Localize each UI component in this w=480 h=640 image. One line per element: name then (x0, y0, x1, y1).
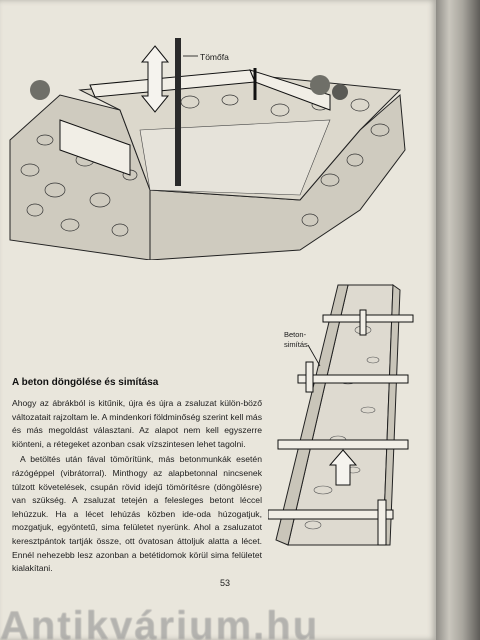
tamping-rod-label: Tömőfa (200, 52, 229, 62)
screeding-label: Beton- simítás (284, 330, 308, 349)
section-title: A beton döngölése és simítása (12, 377, 159, 388)
foundation-trench-illustration (0, 0, 436, 260)
page-number: 53 (220, 578, 231, 588)
paragraph: Ahogy az ábrákból is kitűnik, újra és újra a zsaluzat külön-böző változatait rajzoltam le. A mindenkori földminőség szerint kell más és más megoldást választani. Az alapot nem kell egyszerre kiönteni, a rétegeket azonban csak vízszintesen lehet tagolni. (12, 398, 262, 449)
body-text (12, 397, 262, 578)
watermark: Antikvárium.hu (0, 604, 320, 640)
paragraph: A betöltés után fával tömörítünk, más betonmunkák esetén rázógéppel (vibrátorral). Minthogy az alapbetonnal nincsenek túlzott követelések, csupán rövid idejű tömörítésre (döngölésre) van szükség. A zsaluzat tetején a felesleges betont léccel lehúzzuk. Ha a lécet lehúzás közben ide-oda húzogatjuk, mozgatjuk, egyöntetű, sima felületet nyerünk. Ahol a zsaluzatot keresztpántok tartják össze, ott óvatosan áttoljuk alatta a lécet. Ennél nehezebb lesz azonban a betétidomok körül sima felületet kialakítani. (12, 454, 262, 574)
page-edge (436, 0, 480, 640)
concrete-screeding-illustration (268, 270, 438, 570)
